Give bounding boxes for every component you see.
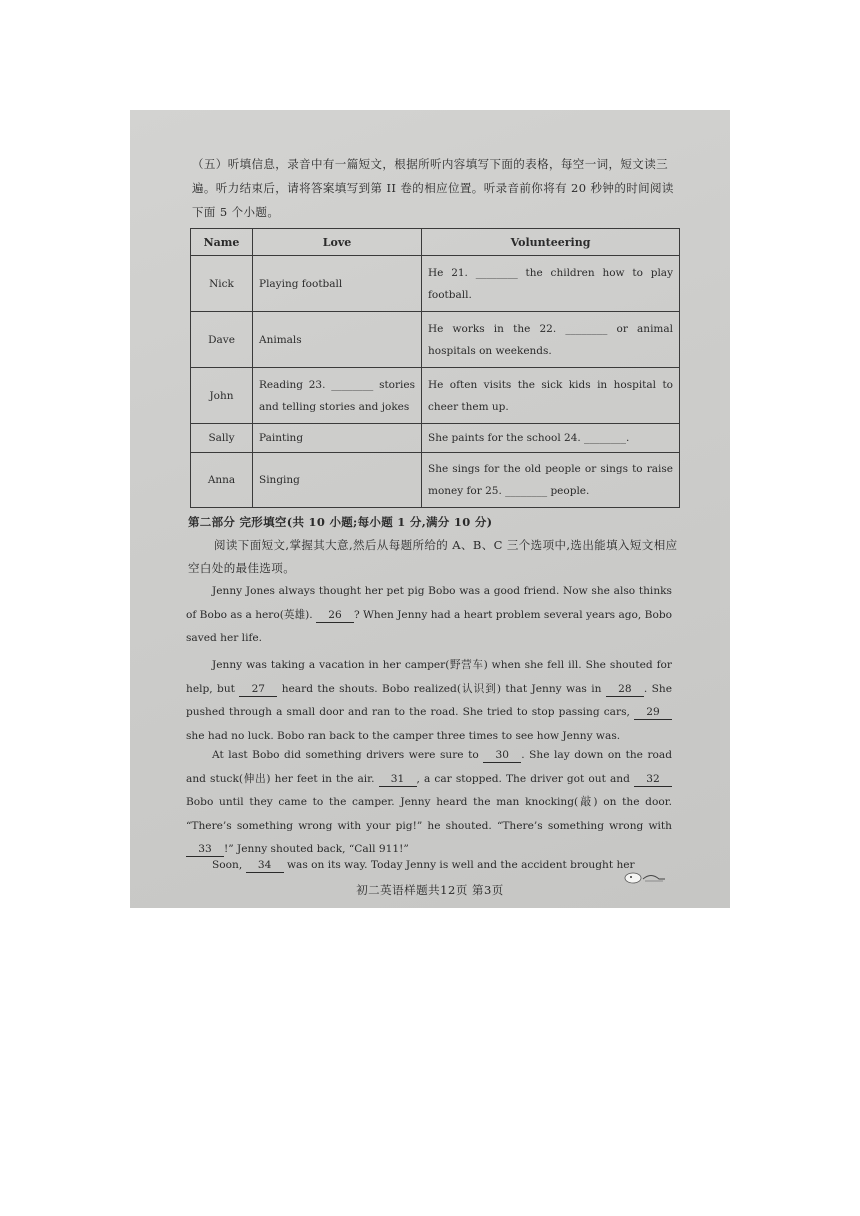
row-name: Dave <box>191 312 253 368</box>
table-row <box>191 453 680 508</box>
cloze-blank: 28 <box>606 682 644 697</box>
passage-paragraph <box>186 654 672 748</box>
passage-paragraph <box>186 854 672 878</box>
row-name: Sally <box>191 424 253 453</box>
row-volunteering: He often visits the sick kids in hospital to cheer them up. <box>422 368 680 424</box>
cloze-blank: 26 <box>316 608 354 623</box>
row-love: Animals <box>253 312 422 368</box>
passage-text: At last Bobo did something drivers were sure to <box>212 749 484 761</box>
passage-paragraph <box>186 744 672 862</box>
passage-paragraph <box>186 580 672 651</box>
table-row <box>191 424 680 453</box>
cloze-blank: 27 <box>239 682 277 697</box>
row-name: Anna <box>191 453 253 508</box>
passage-text: ? When Jenny had a heart problem several years ago, Bobo saved her life. <box>186 608 672 644</box>
page-footer: 初二英语样题共12页 第3页 <box>356 883 504 897</box>
cloze-blank: 32 <box>634 772 672 787</box>
passage-text: Jenny Jones always thought her pet pig Bobo was a good friend. Now she also thinks of Bobo as a hero(英雄). <box>186 585 672 621</box>
passage-text: was on its way. Today Jenny is well and the accident brought her <box>283 859 635 871</box>
row-volunteering: She paints for the school 24. ________. <box>422 424 680 453</box>
cloze-blank: 29 <box>634 705 672 720</box>
cloze-blank: 31 <box>379 772 417 787</box>
listening-instructions: （五）听填信息，录音中有一篇短文，根据所听内容填写下面的表格，每空一词，短文读三遍。听力结束后，请将答案填写到第 II 卷的相应位置。听录音前你将有 20 秒钟的时间阅读下面 5 个小题。 <box>192 157 674 219</box>
header-love: Love <box>253 229 422 256</box>
passage-text: !” Jenny shouted back, “Call 911!” <box>224 843 409 855</box>
table-row <box>191 256 680 312</box>
passage-text: heard the shouts. Bobo realized(认识到) that Jenny was in <box>277 682 606 695</box>
cloze-blank: 33 <box>186 842 224 857</box>
row-volunteering: She sings for the old people or sings to raise money for 25. ________ people. <box>422 453 680 508</box>
table-row <box>191 368 680 424</box>
passage-text: , a car stopped. The driver got out and <box>416 772 634 785</box>
passage-text: Bobo until they came to the camper. Jenny heard the man knocking(敲) on the door. “There’s something wrong with your pig!” he shouted. “There’s something wrong with <box>186 796 672 832</box>
page-content <box>130 110 730 908</box>
passage-text: . She lay down on the road and stuck(伸出) her feet in the air. <box>186 749 672 785</box>
passage-text: Soon, <box>212 859 246 871</box>
row-love: Playing football <box>253 256 422 312</box>
section-title: 第二部分 完形填空(共 10 小题;每小题 1 分,满分 10 分) <box>188 515 493 529</box>
row-volunteering: He works in the 22. ________ or animal hospitals on weekends. <box>422 312 680 368</box>
row-love: Reading 23. ________ stories and telling stories and jokes <box>253 368 422 424</box>
cloze-blank: 34 <box>246 858 284 873</box>
table-row <box>191 312 680 368</box>
table-header-row <box>191 229 680 256</box>
passage-text: Jenny was taking a vacation in her camper(野营车) when she fell ill. She shouted for help, but <box>186 659 672 695</box>
passage-text: . She pushed through a small door and ran to the road. She tried to stop passing cars, <box>186 682 672 718</box>
row-volunteering: He 21. ________ the children how to play football. <box>422 256 680 312</box>
section-instruction: 阅读下面短文,掌握其大意,然后从每题所给的 A、B、C 三个选项中,选出能填入短文相应空白处的最佳选项。 <box>188 538 678 575</box>
header-name: Name <box>191 229 253 256</box>
listening-table <box>190 228 680 508</box>
row-name: Nick <box>191 256 253 312</box>
header-volunteering: Volunteering <box>422 229 680 256</box>
row-love: Painting <box>253 424 422 453</box>
passage-text: she had no luck. Bobo ran back to the camper three times to see how Jenny was. <box>186 729 621 742</box>
row-name: John <box>191 368 253 424</box>
row-love: Singing <box>253 453 422 508</box>
photographed-exam-page <box>130 110 730 908</box>
cloze-blank: 30 <box>483 748 521 763</box>
